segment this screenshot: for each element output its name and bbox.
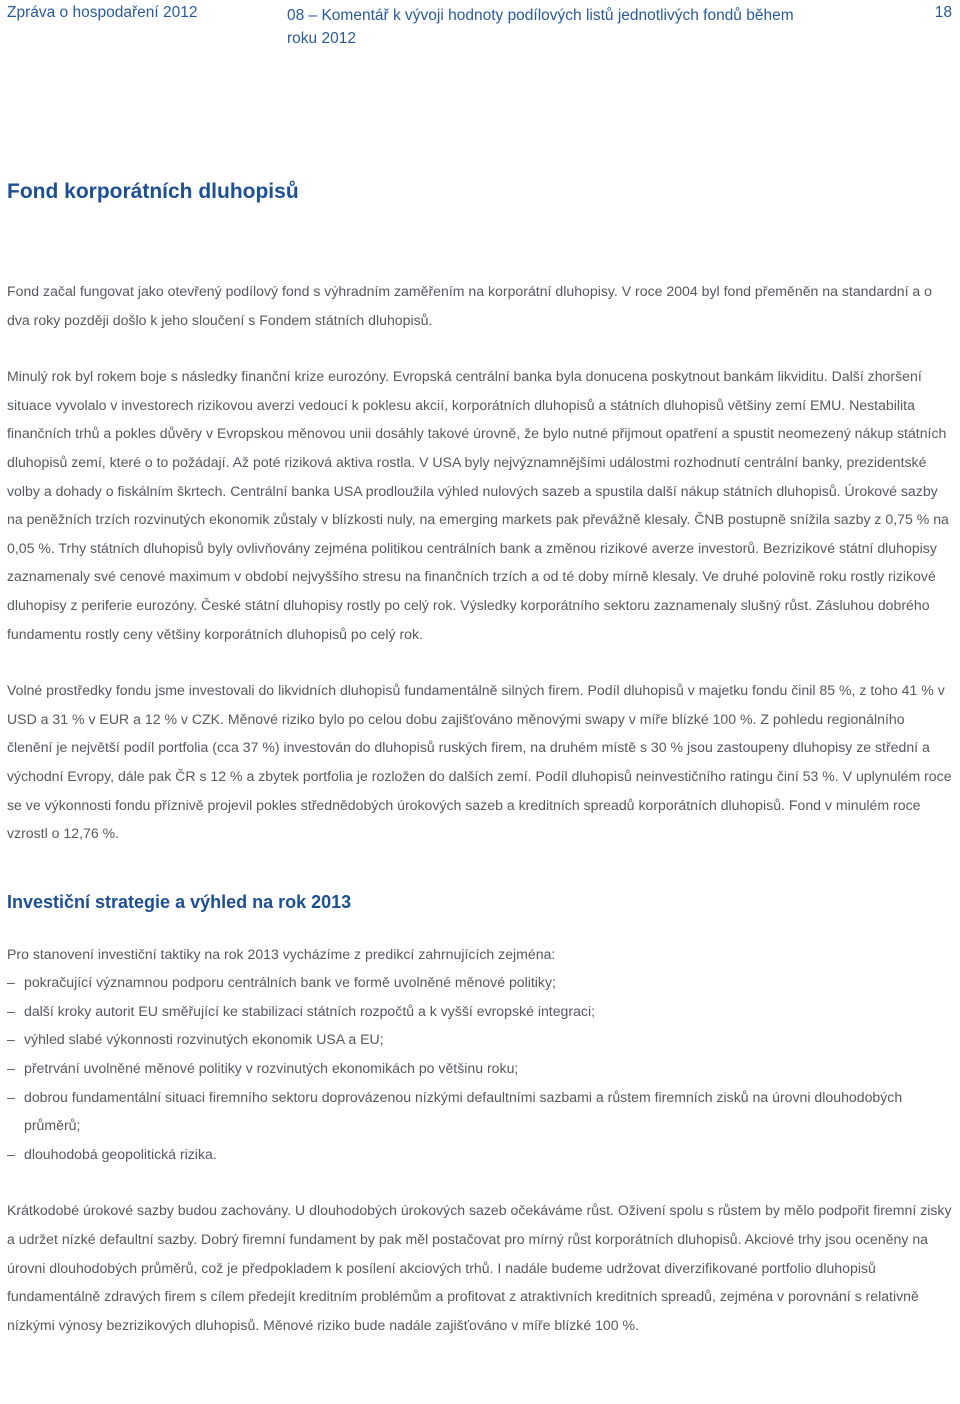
list-item bbox=[7, 1025, 952, 1054]
list-item bbox=[7, 1054, 952, 1083]
fund-title: Fond korporátních dluhopisů bbox=[7, 180, 299, 203]
fund-intro-paragraph: Fond začal fungovat jako otevřený podílový fond s výhradním zaměřením na korporátní dluhopisy. V roce 2004 byl fond přeměněn na standardní a o dva roky později došlo k jeho sloučení s Fondem státních dluhopisů. bbox=[7, 283, 932, 328]
page-number: 18 bbox=[934, 4, 952, 21]
list-item-text: pokračující významnou podporu centrálních bank ve formě uvolněné měnové politiky; bbox=[24, 974, 556, 991]
list-item-text: dobrou fundamentální situaci firemního sektoru doprovázenou nízkými defaultními sazbami a růstem firemních zisků na úrovni dlouhodobých průměrů; bbox=[24, 1088, 903, 1134]
strategy-title: Investiční strategie a výhled na rok 2013 bbox=[7, 891, 352, 912]
dash-bullet: – bbox=[7, 1031, 15, 1048]
dash-bullet: – bbox=[7, 1088, 15, 1105]
market-review-paragraph: Minulý rok byl rokem boje s následky finanční krize eurozóny. Evropská centrální banka byla donucena poskytnout bankám likviditu. Další zhoršení situace vyvolalo v investorech rizikovou averzi vedoucí k poklesu akcií, korporátních dluhopisů a státních dluhopisů většiny zemí EMU. Nestabilita finančních trhů a pokles důvěry v Evropskou měnovou unii dosáhly takové úrovně, že bylo nutné přijmout opatření a spustit neomezený nákup státních dluhopisů zemí, které o to požádají. Až poté riziková aktiva rostla. V USA byly nejvýznamnějšími událostmi rozhodnutí centrální banky, prezidentské volby a dohady o fiskálním škrtech. Centrální banka USA prodloužila výhled nulových sazeb a spustila další nákup státních dluhopisů. Úrokové sazby na peněžních trzích rozvinutých ekonomik zůstaly v blízkosti nuly, na emerging markets pak převážně klesaly. ČNB postupně snížila sazby z 0,75 % na 0,05 %. Trhy státních dluhopisů byly ovlivňovány zejména politikou centrálních bank a změnou rizikové averze investorů. Bezrizikové státní dluhopisy zaznamenaly své cenové maximum v období nejvyššího stresu na finančních trzích a od té doby mírně klesaly. Ve druhé polovině roku rostly rizikové dluhopisy z periferie eurozóny. České státní dluhopisy rostly po celý rok. Výsledky korporátního sektoru zaznamenaly slušný růst. Zásluhou dobrého fundamentu rostly ceny většiny korporátních dluhopisů po celý rok. bbox=[7, 368, 949, 642]
dash-bullet: – bbox=[7, 1145, 15, 1162]
list-item bbox=[7, 1083, 952, 1140]
dash-bullet: – bbox=[7, 974, 15, 991]
list-item-text: dlouhodobá geopolitická rizika. bbox=[24, 1145, 217, 1162]
portfolio-paragraph: Volné prostředky fondu jsme investovali do likvidních dluhopisů fundamentálně silných firem. Podíl dluhopisů v majetku fondu činil 85 %, z toho 41 % v USD a 31 % v EUR a 12 % v CZK. Měnové riziko bylo po celou dobu zajišťováno měnovými swapy v míře blízké 100 %. Z pohledu regionálního členění je největší podíl portfolia (cca 37 %) investován do dluhopisů ruských firem, na druhém místě s 30 % jsou zastoupeny dluhopisy ze střední a východní Evropy, dále pak ČR s 12 % a zbytek portfolia je rozložen do dalších zemí. Podíl dluhopisů neinvestičního ratingu činí 53 %. V uplynulém roce se ve výkonnosti fondu příznivě projevil pokles střednědobých úrokových sazeb a kreditních spreadů korporátních dluhopisů. Fond v minulém roce vzrostl o 12,76 %. bbox=[7, 682, 952, 842]
page-header bbox=[7, 4, 952, 52]
list-item bbox=[7, 997, 952, 1026]
list-item-text: přetrvání uvolněné měnové politiky v rozvinutých ekonomikách po většinu roku; bbox=[24, 1060, 519, 1077]
list-item-text: další kroky autorit EU směřující ke stabilizaci státních rozpočtů a k vyšší evropské integraci; bbox=[24, 1002, 596, 1019]
strategy-intro: Pro stanovení investiční taktiky na rok 2013 vycházíme z predikcí zahrnujících zejména: bbox=[7, 945, 556, 962]
dash-bullet: – bbox=[7, 1002, 15, 1019]
list-item bbox=[7, 1140, 952, 1169]
report-title: Zpráva o hospodaření 2012 bbox=[7, 4, 198, 21]
list-item-text: výhled slabé výkonnosti rozvinutých ekonomik USA a EU; bbox=[24, 1031, 384, 1048]
section-title: 08 – Komentář k vývoji hodnoty podílových listů jednotlivých fondů během roku 2012 bbox=[287, 7, 794, 47]
page-content bbox=[7, 172, 952, 1339]
list-item bbox=[7, 968, 952, 997]
outlook-paragraph: Krátkodobé úrokové sazby budou zachovány. U dlouhodobých úrokových sazeb očekáváme růst. Oživení spolu s růstem by mělo podpořit firemní zisky a udržet nízké defaultní sazby. Dobrý firemní fundament by pak měl postačovat pro mírný růst korporátních dluhopisů. Akciové trhy jsou oceněny na úrovni dlouhodobých průměrů, což je předpokladem k posílení akciových trhů. I nadále budeme udržovat diverzifikované portfolio dluhopisů fundamentálně zdravých firem s cílem předejít kreditním problémům a profitovat z atraktivních kreditních spreadů, zejména v porovnání s relativně nízkými výnosy bezrizikových dluhopisů. Měnové riziko bude nadále zajišťováno v míře blízké 100 %. bbox=[7, 1202, 952, 1333]
dash-bullet: – bbox=[7, 1060, 15, 1077]
prediction-list bbox=[7, 968, 952, 1168]
